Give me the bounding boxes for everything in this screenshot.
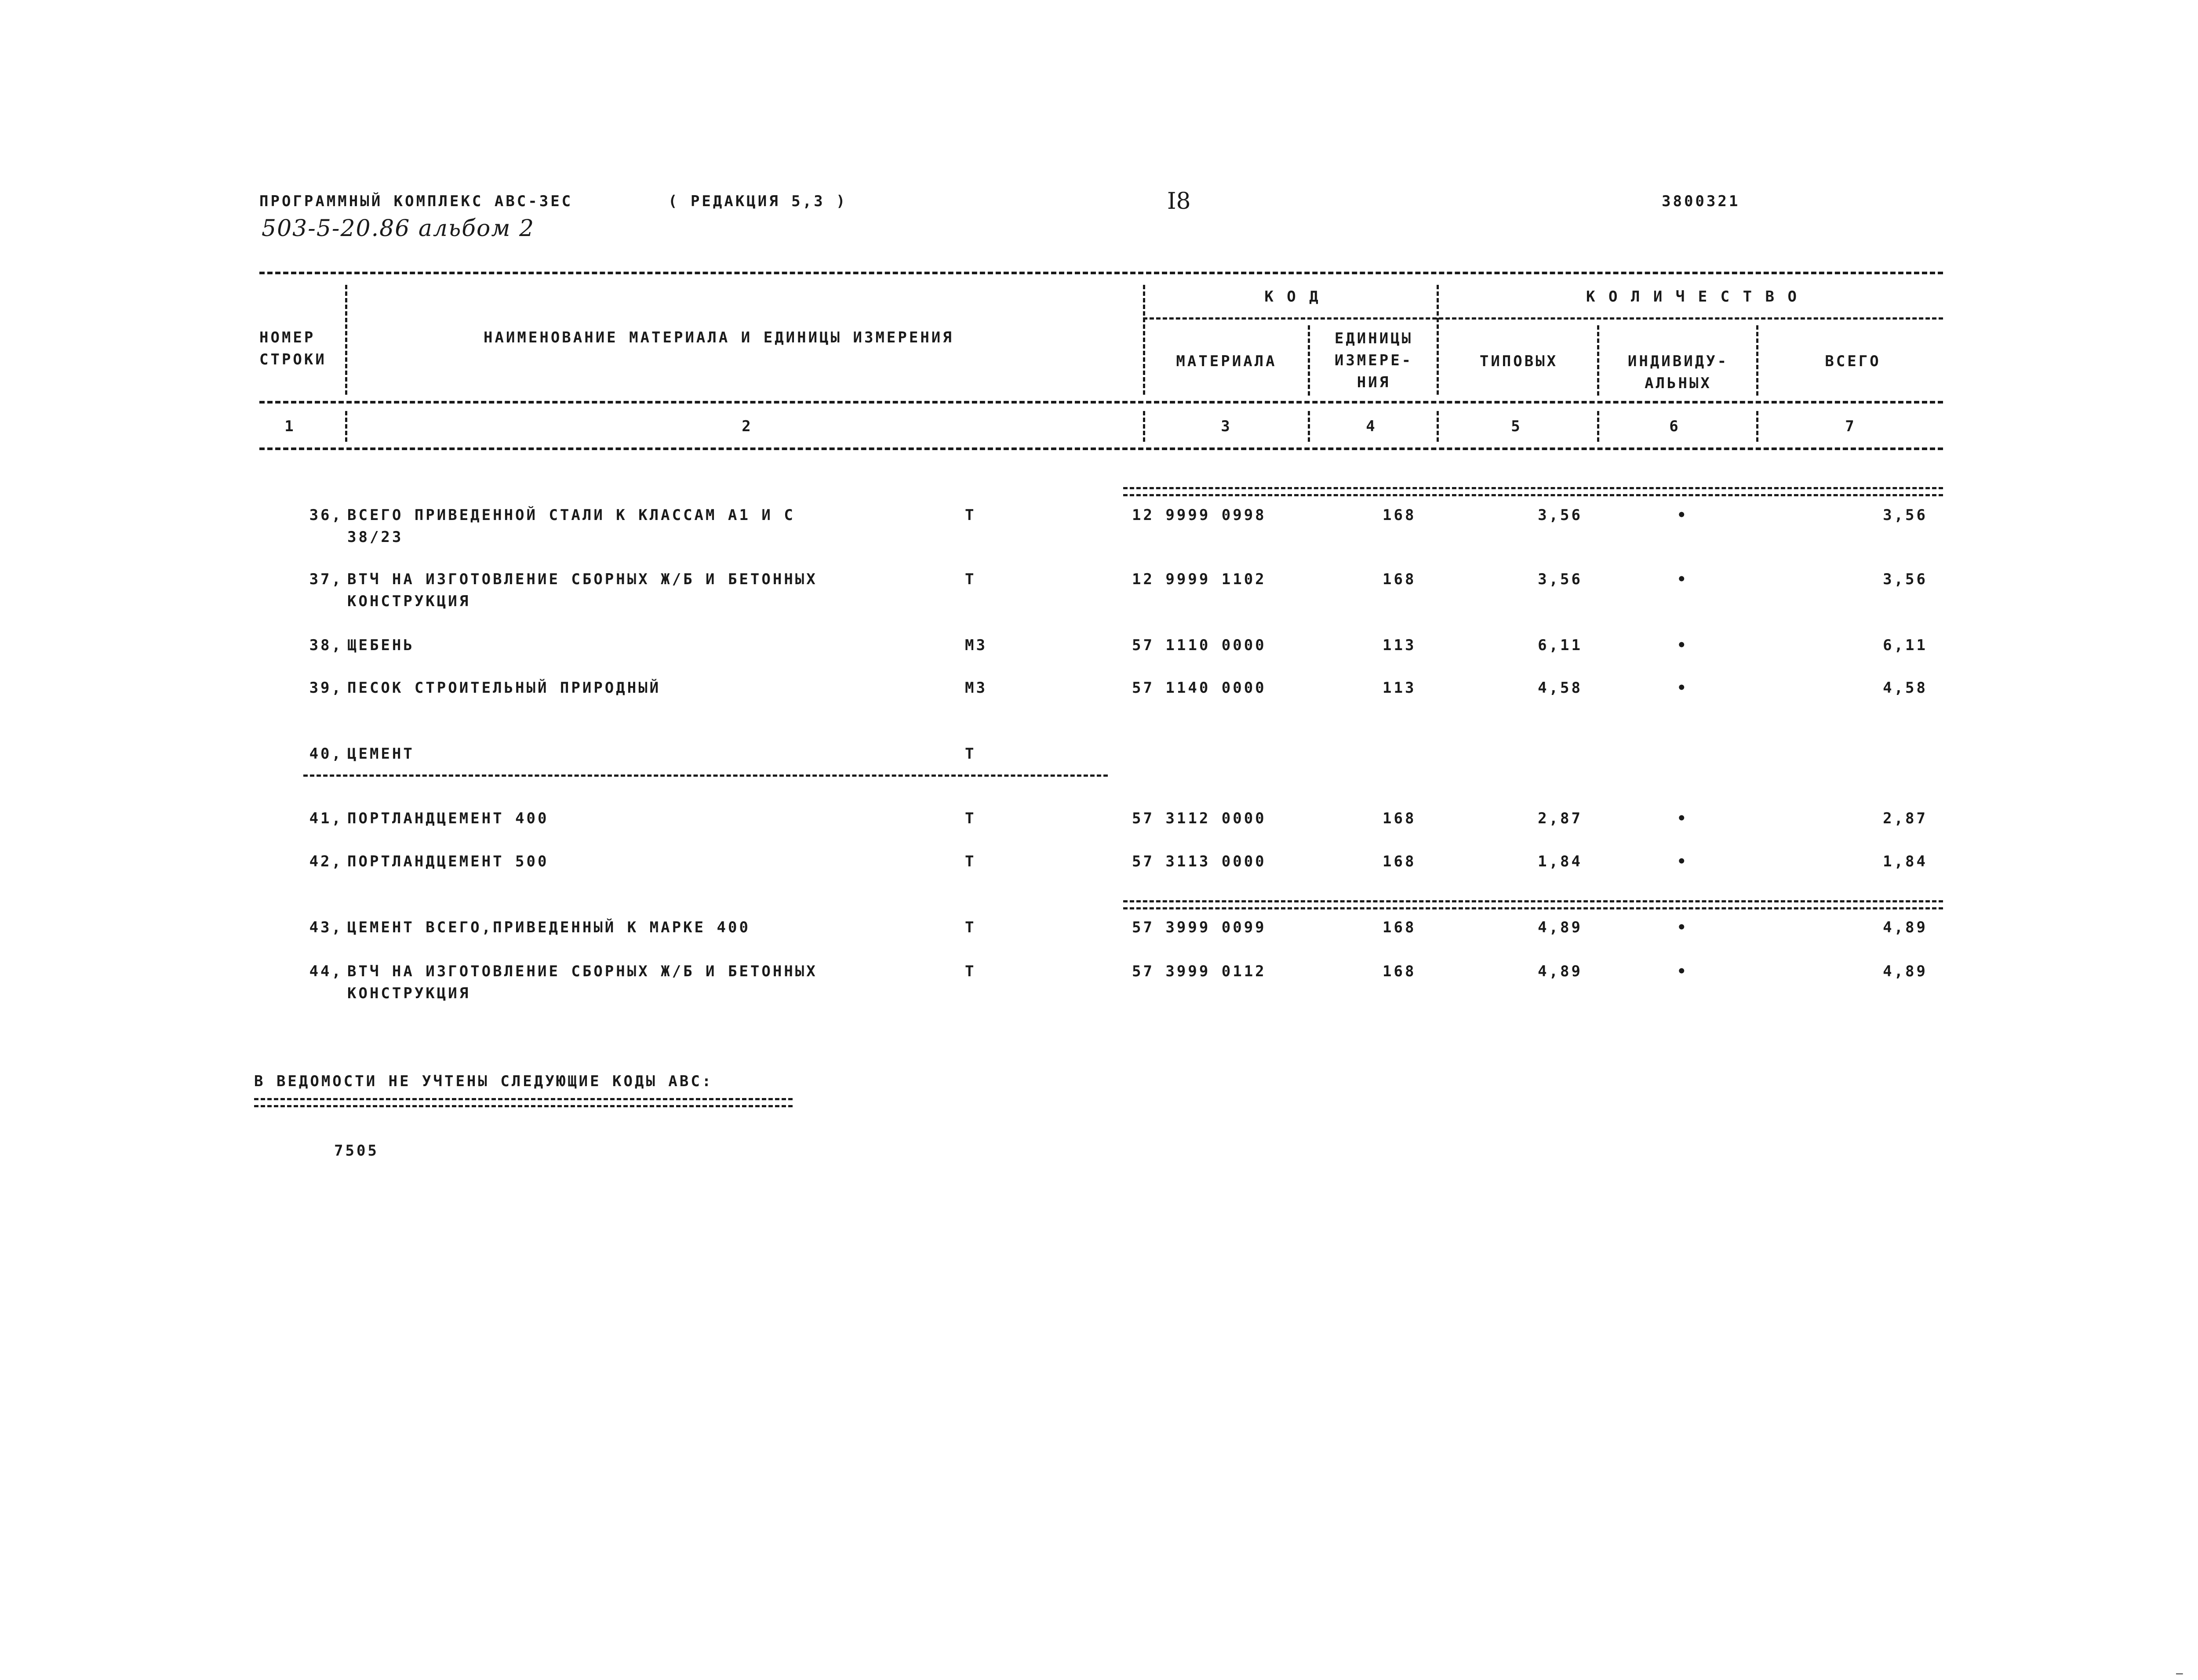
row-material-code: 57 3999 0099 <box>1132 919 1266 936</box>
group-underline <box>303 775 1108 777</box>
row-name: ВТЧ НА ИЗГОТОВЛЕНИЕ СБОРНЫХ Ж/Б И БЕТОННЫХ <box>347 571 818 588</box>
row-individual-qty: • <box>1677 853 1689 870</box>
page-number: I8 <box>1167 188 1191 215</box>
row-unit-code: 168 <box>1383 919 1416 936</box>
col-number-5: 5 <box>1511 418 1522 435</box>
row-individual-qty: • <box>1677 636 1689 654</box>
col-number-4: 4 <box>1366 418 1377 435</box>
row-unit: Т <box>965 853 976 870</box>
row-unit-code: 168 <box>1383 571 1416 588</box>
row-total-qty: 3,56 <box>1883 571 1928 588</box>
col-divider <box>1143 285 1145 395</box>
row-number: 37, <box>309 571 343 588</box>
row-name: ЦЕМЕНТ <box>347 745 415 763</box>
col-number-1: 1 <box>284 418 296 435</box>
header-edinicy-line3: НИЯ <box>1357 374 1391 391</box>
row-number: 44, <box>309 963 343 980</box>
header-kolichestvo: К О Л И Ч Е С Т В О <box>1586 288 1799 305</box>
row-individual-qty: • <box>1677 963 1689 980</box>
header-sub-rule <box>1143 317 1943 320</box>
col-number-2: 2 <box>742 418 753 435</box>
row-unit: Т <box>965 745 976 763</box>
row-number: 41, <box>309 810 343 827</box>
row-material-code: 57 3999 0112 <box>1132 963 1266 980</box>
row-name-cont: КОНСТРУКЦИЯ <box>347 593 471 610</box>
header-edinicy-line2: ИЗМЕРЕ- <box>1334 352 1413 369</box>
row-typical-qty: 4,89 <box>1538 963 1583 980</box>
row-name: ПОРТЛАНДЦЕМЕНТ 400 <box>347 810 549 827</box>
row-unit-code: 113 <box>1383 636 1416 654</box>
row-individual-qty: • <box>1677 506 1689 524</box>
row-individual-qty: • <box>1677 919 1689 936</box>
row-number: 43, <box>309 919 343 936</box>
row-unit: Т <box>965 963 976 980</box>
row-total-qty: 3,56 <box>1883 506 1928 524</box>
row-number: 40, <box>309 745 343 763</box>
col-divider <box>1597 411 1599 442</box>
row-material-code: 57 1140 0000 <box>1132 679 1266 697</box>
row-name-cont: КОНСТРУКЦИЯ <box>347 985 471 1002</box>
row-number: 42, <box>309 853 343 870</box>
row-typical-qty: 2,87 <box>1538 810 1583 827</box>
row-material-code: 57 3112 0000 <box>1132 810 1266 827</box>
corner-mark: — <box>2176 1667 2183 1680</box>
footer-code: 7505 <box>334 1142 379 1160</box>
row-individual-qty: • <box>1677 679 1689 697</box>
row-typical-qty: 4,89 <box>1538 919 1583 936</box>
row-unit-code: 168 <box>1383 963 1416 980</box>
row-total-qty: 4,58 <box>1883 679 1928 697</box>
col-divider <box>1308 411 1310 442</box>
row-individual-qty: • <box>1677 571 1689 588</box>
row-material-code: 12 9999 0998 <box>1132 506 1266 524</box>
row-total-qty: 2,87 <box>1883 810 1928 827</box>
row-individual-qty: • <box>1677 810 1689 827</box>
row-unit: Т <box>965 506 976 524</box>
row-name: ПОРТЛАНДЦЕМЕНТ 500 <box>347 853 549 870</box>
header-bottom-rule <box>259 401 1943 404</box>
header-individ-line1: ИНДИВИДУ- <box>1627 353 1729 370</box>
row-typical-qty: 3,56 <box>1538 571 1583 588</box>
header-vsego: ВСЕГО <box>1825 353 1881 370</box>
document-code: 3800321 <box>1662 193 1740 210</box>
row-material-code: 12 9999 1102 <box>1132 571 1266 588</box>
header-top-rule <box>259 272 1943 274</box>
double-rule <box>1123 900 1943 909</box>
col-divider <box>345 285 347 395</box>
row-name-cont: 38/23 <box>347 528 404 546</box>
header-tipovyh: ТИПОВЫХ <box>1479 353 1558 370</box>
row-typical-qty: 3,56 <box>1538 506 1583 524</box>
row-typical-qty: 4,58 <box>1538 679 1583 697</box>
col-number-7: 7 <box>1845 418 1856 435</box>
row-name: ВТЧ НА ИЗГОТОВЛЕНИЕ СБОРНЫХ Ж/Б И БЕТОННЫХ <box>347 963 818 980</box>
col-number-3: 3 <box>1221 418 1232 435</box>
row-name: ЦЕМЕНТ ВСЕГО,ПРИВЕДЕННЫЙ К МАРКЕ 400 <box>347 919 750 936</box>
col-divider <box>1597 325 1599 396</box>
program-title: ПРОГРАММНЫЙ КОМПЛЕКС АВС-ЗЕС <box>259 193 573 210</box>
column-number-rule <box>259 447 1943 450</box>
row-total-qty: 4,89 <box>1883 919 1928 936</box>
col-divider <box>1143 411 1145 442</box>
row-material-code: 57 1110 0000 <box>1132 636 1266 654</box>
row-name: ЩЕБЕНЬ <box>347 636 415 654</box>
row-total-qty: 4,89 <box>1883 963 1928 980</box>
footer-note: В ВЕДОМОСТИ НЕ УЧТЕНЫ СЛЕДУЮЩИЕ КОДЫ АВС: <box>254 1073 713 1090</box>
row-material-code: 57 3113 0000 <box>1132 853 1266 870</box>
row-unit: Т <box>965 571 976 588</box>
row-unit: Т <box>965 810 976 827</box>
row-name: ВСЕГО ПРИВЕДЕННОЙ СТАЛИ К КЛАССАМ А1 И С <box>347 506 795 524</box>
edition-label: ( РЕДАКЦИЯ 5,3 ) <box>668 193 848 210</box>
row-unit-code: 168 <box>1383 506 1416 524</box>
row-total-qty: 1,84 <box>1883 853 1928 870</box>
row-unit: М3 <box>965 636 987 654</box>
col-divider <box>1437 411 1439 442</box>
row-total-qty: 6,11 <box>1883 636 1928 654</box>
col-divider <box>1308 325 1310 396</box>
row-name: ПЕСОК СТРОИТЕЛЬНЫЙ ПРИРОДНЫЙ <box>347 679 661 697</box>
row-number: 38, <box>309 636 343 654</box>
row-unit: Т <box>965 919 976 936</box>
col-divider <box>1756 411 1758 442</box>
row-unit: М3 <box>965 679 987 697</box>
row-typical-qty: 6,11 <box>1538 636 1583 654</box>
row-unit-code: 168 <box>1383 810 1416 827</box>
header-material: МАТЕРИАЛА <box>1176 353 1277 370</box>
col-divider <box>345 411 347 442</box>
col-number-6: 6 <box>1669 418 1681 435</box>
double-rule <box>1123 487 1943 496</box>
header-num-col-line2: СТРОКИ <box>259 351 327 368</box>
header-num-col-line1: НОМЕР <box>259 329 316 346</box>
header-individ-line2: АЛЬНЫХ <box>1645 375 1712 392</box>
row-number: 39, <box>309 679 343 697</box>
row-unit-code: 113 <box>1383 679 1416 697</box>
footer-double-rule <box>254 1098 793 1107</box>
row-number: 36, <box>309 506 343 524</box>
header-kod: К О Д <box>1264 288 1321 305</box>
col-divider <box>1756 325 1758 396</box>
header-name-col: НАИМЕНОВАНИЕ МАТЕРИАЛА И ЕДИНИЦЫ ИЗМЕРЕНИЯ <box>484 329 954 346</box>
header-edinicy-line1: ЕДИНИЦЫ <box>1334 330 1413 347</box>
handwritten-album-note: 503-5-20.86 альбом 2 <box>262 215 535 242</box>
row-unit-code: 168 <box>1383 853 1416 870</box>
row-typical-qty: 1,84 <box>1538 853 1583 870</box>
